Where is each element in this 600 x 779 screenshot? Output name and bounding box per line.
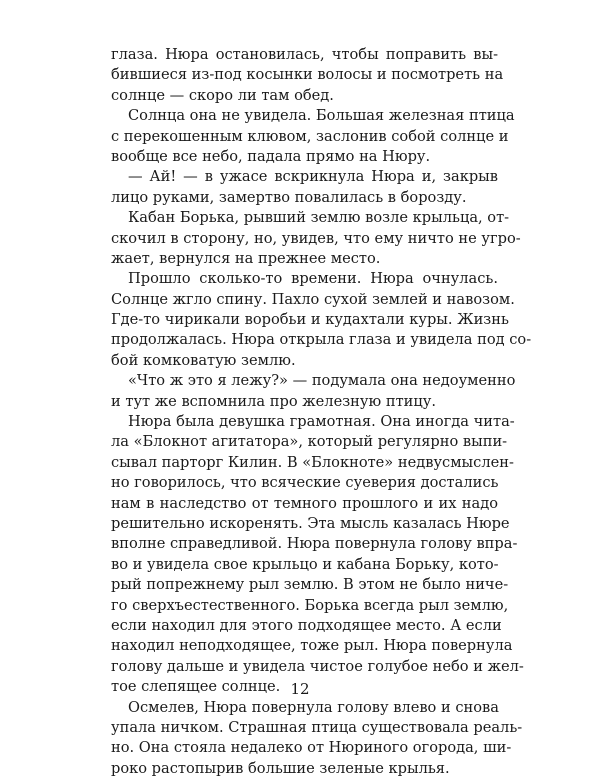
- text-line: вполне справедливой. Нюра повернула голову впра-: [111, 535, 518, 553]
- text-line: Где-то чирикали воробьи и кудахтали куры. Жизнь: [111, 311, 509, 329]
- text-line: рый попрежнему рыл землю. В этом не было ниче-: [111, 576, 509, 594]
- text-line: решительно искоренять. Эта мысль казалась Нюре: [111, 514, 510, 532]
- text-line: упала ничком. Страшная птица существовала реаль-: [111, 718, 523, 736]
- text-line: солнце — скоро ли там обед.: [111, 86, 334, 104]
- text-line: если находил для этого подходящее место. А если: [111, 616, 502, 634]
- text-line: Осмелев, Нюра повернула голову влево и снова: [128, 698, 499, 716]
- text-line: Солнца она не увидела. Большая железная птица: [128, 107, 515, 125]
- text-line: ла «Блокнот агитатора», который регулярно выпи-: [111, 433, 508, 451]
- body-text: [111, 45, 532, 779]
- text-line: но говорилось, что всяческие суеверия достались: [111, 474, 499, 492]
- text-line: Прошло сколько-то времени. Нюра очнулась.: [128, 270, 498, 288]
- text-line: — Ай! — в ужасе вскрикнула Нюра и, закрыв: [128, 168, 498, 186]
- text-line: сывал парторг Килин. В «Блокноте» недвусмыслен-: [111, 453, 514, 471]
- text-line: и тут же вспомнила про железную птицу.: [111, 392, 436, 410]
- text-line: вообще все небо, падала прямо на Нюру.: [111, 147, 431, 165]
- text-line: бившиеся из-под косынки волосы и посмотреть на: [111, 66, 504, 84]
- text-line: но. Она стояла недалеко от Нюриного огорода, ши-: [111, 739, 512, 757]
- text-line: Солнце жгло спину. Пахло сухой землей и навозом.: [111, 290, 515, 308]
- text-line: скочил в сторону, но, увидев, что ему ничто не угро-: [111, 229, 521, 247]
- text-line: го сверхъестественного. Борька всегда рыл землю,: [111, 596, 509, 614]
- text-line: нам в наследство от темного прошлого и их надо: [111, 494, 498, 512]
- page-number: 12: [290, 680, 310, 698]
- text-line: «Что ж это я лежу?» — подумала она недоуменно: [128, 372, 516, 390]
- text-line: тое слепящее солнце.: [111, 678, 281, 696]
- text-line: с перекошенным клювом, заслонив собой солнце и: [111, 127, 509, 145]
- text-line: Нюра была девушка грамотная. Она иногда чита-: [128, 413, 515, 431]
- text-line: глаза. Нюра остановилась, чтобы поправить вы-: [111, 46, 498, 63]
- text-line: роко растопырив большие зеленые крылья.: [111, 759, 450, 777]
- text-line: лицо руками, замертво повалилась в борозду.: [111, 188, 467, 206]
- text-line: Кабан Борька, рывший землю возле крыльца, от-: [128, 209, 510, 227]
- text-line: голову дальше и увидела чистое голубое небо и жел-: [111, 657, 524, 675]
- text-line: находил неподходящее, тоже рыл. Нюра повернула: [111, 637, 513, 655]
- text-line: бой комковатую землю.: [111, 351, 296, 369]
- text-line: продолжалась. Нюра открыла глаза и увидела под со-: [111, 331, 532, 349]
- text-line: жает, вернулся на прежнее место.: [111, 249, 381, 267]
- text-line: во и увидела свое крыльцо и кабана Борьку, кото-: [111, 555, 499, 573]
